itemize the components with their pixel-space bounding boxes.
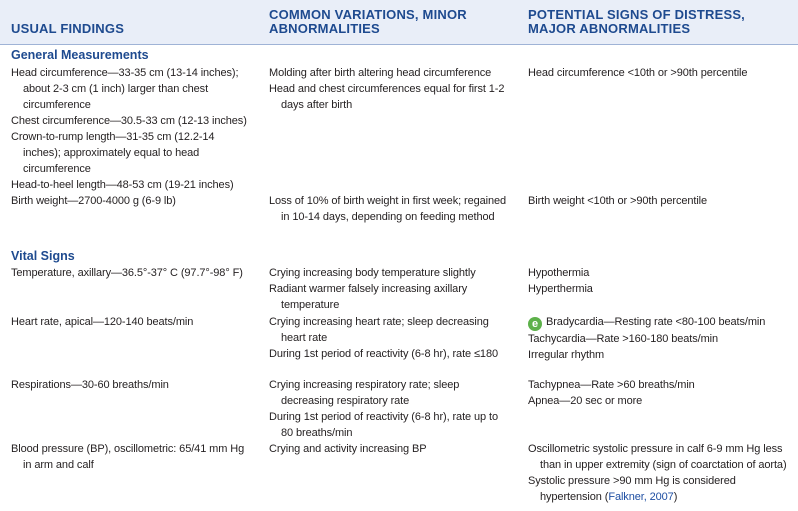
- text-molding: Molding after birth altering head circumference: [269, 67, 492, 79]
- text-crying-respiratory: Crying increasing respiratory rate; sleep decreasing respiratory rate: [269, 379, 460, 407]
- header-signs-of-distress: POTENTIAL SIGNS OF DISTRESS, MAJOR ABNORMALITIES: [528, 7, 745, 36]
- cell-respirations: [11, 377, 251, 393]
- reference-link-falkner[interactable]: Falkner, 2007: [608, 491, 674, 503]
- text-radiant-warmer: Radiant warmer falsely increasing axillary temperature: [269, 283, 468, 311]
- text-blood-pressure: Blood pressure (BP), oscillometric: 65/41 mm Hg in arm and calf: [11, 443, 245, 471]
- text-hyperthermia: Hyperthermia: [528, 283, 593, 295]
- text-respirations: Respirations—30-60 breaths/min: [11, 379, 169, 391]
- text-weight-percentile: Birth weight <10th or >90th percentile: [528, 195, 708, 207]
- text-weight-loss: Loss of 10% of birth weight in first week; regained in 10-14 days, depending on feeding method: [269, 195, 507, 223]
- text-crying-temperature: Crying increasing body temperature slightly: [269, 267, 476, 279]
- text-reactivity-heart-rate: During 1st period of reactivity (6-8 hr), rate ≤180: [269, 348, 498, 360]
- cell-head-circumference: [11, 65, 251, 193]
- section-general-measurements: General Measurements: [11, 48, 149, 62]
- cell-blood-pressure-variations: [269, 441, 509, 457]
- cell-weight-variation: [269, 193, 509, 225]
- table-header: [0, 0, 798, 45]
- cell-heart-rate-variations: [269, 314, 509, 362]
- cell-heart-rate-distress: [528, 314, 790, 363]
- section-vital-signs: Vital Signs: [11, 249, 75, 263]
- cell-temperature-distress: [528, 265, 790, 297]
- cell-head-distress: [528, 65, 790, 81]
- cell-heart-rate: [11, 314, 251, 330]
- cell-temperature: [11, 265, 251, 281]
- text-head-to-heel: Head-to-heel length—48-53 cm (19-21 inches): [11, 179, 234, 191]
- cell-temperature-variations: [269, 265, 509, 313]
- evolve-resource-icon[interactable]: e: [528, 317, 542, 331]
- header-usual-findings: USUAL FINDINGS: [11, 21, 125, 36]
- text-chest-circumference: Chest circumference—30.5-33 cm (12-13 inches): [11, 115, 247, 127]
- text-circumferences-equal: Head and chest circumferences equal for first 1-2 days after birth: [269, 83, 505, 111]
- text-head-circumference: Head circumference—33-35 cm (13-14 inches); about 2-3 cm (1 inch) larger than chest circumference: [11, 67, 239, 111]
- text-oscillometric-systolic: Oscillometric systolic pressure in calf 6-9 mm Hg less than in upper extremity (sign of coarctation of aorta): [528, 443, 787, 471]
- text-birth-weight: Birth weight—2700-4000 g (6-9 lb): [11, 195, 176, 207]
- text-hypothermia: Hypothermia: [528, 267, 590, 279]
- cell-blood-pressure-distress: Oscillometric systolic pressure in calf 6-9 mm Hg less than in upper extremity (sign of coarctation of aorta) Systolic pressure >90 mm Hg is considered hypertension (Falkner, 2007): [528, 441, 790, 505]
- cell-birth-weight: [11, 193, 251, 209]
- cell-respiration-variations: [269, 377, 509, 441]
- text-reactivity-respiratory: During 1st period of reactivity (6-8 hr), rate up to 80 breaths/min: [269, 411, 498, 439]
- text-apnea: Apnea—20 sec or more: [528, 395, 643, 407]
- text-crown-to-rump: Crown-to-rump length—31-35 cm (12.2-14 inches); approximately equal to head circumference: [11, 131, 215, 175]
- text-irregular-rhythm: Irregular rhythm: [528, 349, 605, 361]
- text-temperature: Temperature, axillary—36.5°-37° C (97.7°-98° F): [11, 267, 243, 279]
- text-heart-rate: Heart rate, apical—120-140 beats/min: [11, 316, 194, 328]
- cell-head-variations: [269, 65, 509, 113]
- text-tachypnea: Tachypnea—Rate >60 breaths/min: [528, 379, 695, 391]
- text-crying-heart-rate: Crying increasing heart rate; sleep decreasing heart rate: [269, 316, 489, 344]
- cell-blood-pressure: [11, 441, 251, 473]
- text-crying-activity-bp: Crying and activity increasing BP: [269, 443, 427, 455]
- text-bradycardia: Bradycardia—Resting rate <80-100 beats/min: [546, 316, 766, 328]
- cell-respiration-distress: [528, 377, 790, 409]
- cell-weight-distress: [528, 193, 790, 209]
- text-tachycardia: Tachycardia—Rate >160-180 beats/min: [528, 333, 719, 345]
- text-hypertension: Systolic pressure >90 mm Hg is considered hypertension: [528, 475, 736, 503]
- text-head-percentile: Head circumference <10th or >90th percentile: [528, 67, 748, 79]
- header-common-variations: COMMON VARIATIONS, MINOR ABNORMALITIES: [269, 7, 467, 36]
